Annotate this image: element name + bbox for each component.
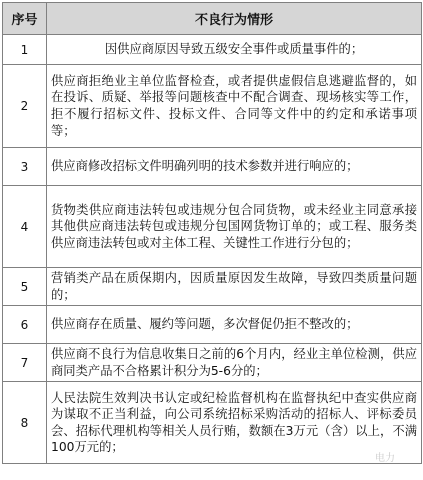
row-index: 6 [3,306,47,344]
bad-behavior-table [2,2,422,464]
table-row [3,344,422,382]
row-index: 3 [3,148,47,186]
row-index: 4 [3,186,47,268]
table-row [3,186,422,268]
row-text: 供应商拒绝业主单位监督检查，或者提供虚假信息逃避监督的，如在投诉、质疑、举报等问题核查中不配合调查、现场核实等工作，拒不履行招标文件、投标文件、合同等文件中的约定和承诺事项等； [47,65,422,148]
table-row [3,148,422,186]
row-text: 货物类供应商违法转包或违规分包合同货物，或未经业主同意承接其他供应商违法转包或违规分包国网货物订单的；或工程、服务类供应商违法转包或对主体工程、关键性工作进行分包的； [47,186,422,268]
row-text: 人民法院生效判决书认定或纪检监督机构在监督执纪中查实供应商为谋取不正当利益，向公司系统招标采购活动的招标人、评标委员会、招标代理机构等相关人员行贿，数额在3万元（含）以上，不满100万元的； [47,382,422,464]
table-row [3,35,422,65]
header-description: 不良行为情形 [47,3,422,35]
table-row [3,306,422,344]
table-header-row [3,3,422,35]
table-row [3,382,422,464]
header-index: 序号 [3,3,47,35]
row-index: 5 [3,268,47,306]
row-index: 2 [3,65,47,148]
row-text: 供应商不良行为信息收集日之前的6个月内，经业主单位检测，供应商同类产品不合格累计积分为5-6分的； [47,344,422,382]
row-index: 1 [3,35,47,65]
watermark: 电力 [375,453,395,464]
row-text: 营销类产品在质保期内，因质量原因发生故障，导致四类质量问题的； [47,268,422,306]
table-row [3,268,422,306]
row-text: 供应商修改招标文件明确列明的技术参数并进行响应的； [47,148,422,186]
row-index: 7 [3,344,47,382]
row-text: 因供应商原因导致五级安全事件或质量事件的； [47,35,422,65]
row-index: 8 [3,382,47,464]
row-text: 供应商存在质量、履约等问题，多次督促仍拒不整改的； [47,306,422,344]
table-row [3,65,422,148]
